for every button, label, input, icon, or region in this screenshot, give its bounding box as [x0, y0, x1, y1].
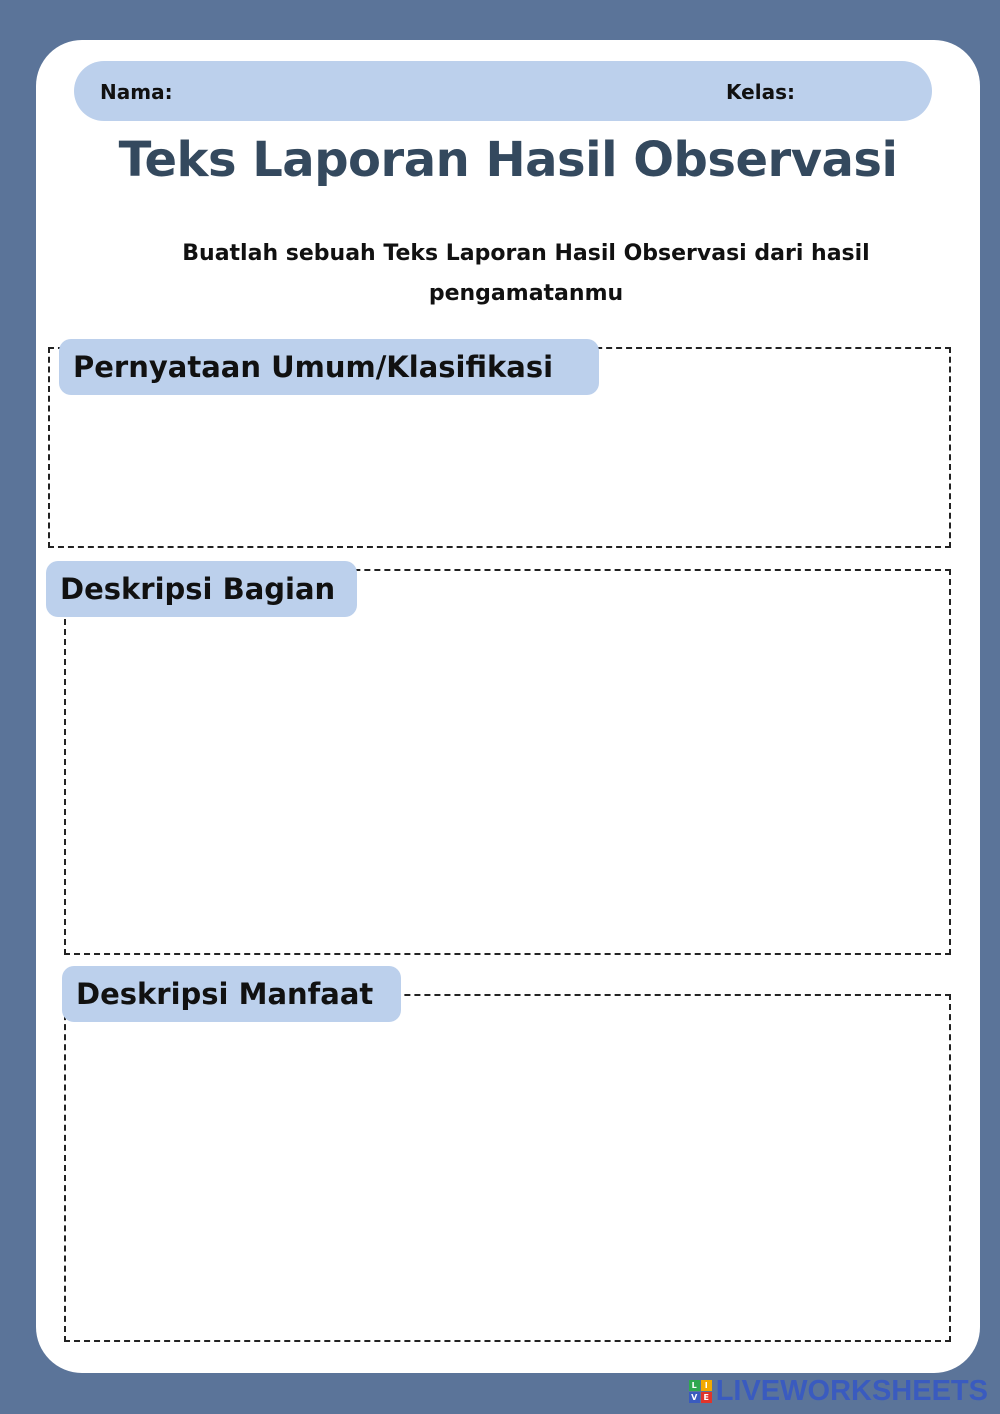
- page-title: Teks Laporan Hasil Observasi: [118, 132, 898, 188]
- worksheet-page: [36, 40, 980, 1373]
- student-info-bar: [74, 61, 932, 121]
- answer-box-part-description[interactable]: [64, 569, 951, 955]
- section-label-part-description: Deskripsi Bagian: [46, 561, 357, 617]
- class-label: Kelas:: [726, 80, 795, 104]
- liveworksheets-logo: [689, 1375, 988, 1408]
- name-label: Nama:: [100, 80, 173, 104]
- section-label-general-statement: Pernyataan Umum/Klasifikasi: [59, 339, 599, 395]
- liveworksheets-watermark: LIVEWORKSHEETS: [715, 1375, 988, 1407]
- section-label-benefit-description: Deskripsi Manfaat: [62, 966, 401, 1022]
- instruction-text: Buatlah sebuah Teks Laporan Hasil Observasi dari hasil pengamatanmu: [182, 241, 870, 306]
- liveworksheets-logo-icon: L I V E: [689, 1380, 712, 1403]
- answer-box-benefit-description[interactable]: [64, 994, 951, 1342]
